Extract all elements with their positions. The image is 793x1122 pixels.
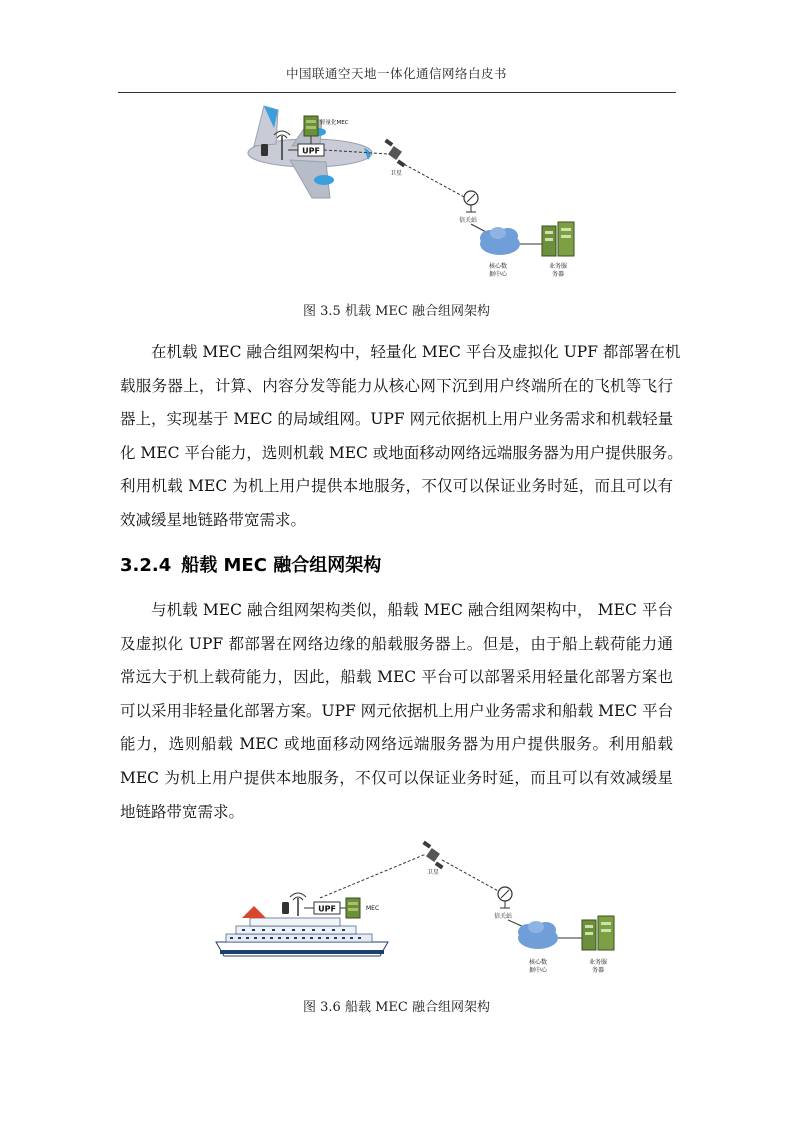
- text-line: 器上，实现基于 MEC 的局域组网。UPF 网元依据机上用户业务需求和机载轻量: [120, 410, 674, 429]
- upf-label: UPF: [318, 904, 336, 914]
- section-heading: [120, 551, 381, 577]
- phone-icon: [261, 144, 268, 156]
- business-server-icon: [582, 916, 614, 950]
- mec-label: 轻量化MEC: [320, 120, 349, 126]
- text-line: 能力，选则船载 MEC 或地面移动网络远端服务器为用户提供服务。利用船载: [120, 735, 673, 754]
- figure-3-6-caption: 图 3.6 船载 MEC 融合组网架构: [303, 1000, 490, 1015]
- mec-label: MEC: [366, 905, 380, 912]
- mec-server-icon: [304, 116, 318, 136]
- gateway-label: 信关站: [493, 913, 513, 920]
- text-line: 利用机载 MEC 为机上用户提供本地服务，不仅可以保证业务时延，而且可以有: [120, 477, 673, 496]
- section-title: 船载 MEC 融合组网架构: [181, 555, 382, 576]
- satellite-icon: [422, 841, 443, 870]
- server-label-line1: 业务服: [548, 263, 568, 270]
- core-label-line2: 据中心: [488, 271, 508, 278]
- upf-label: UPF: [302, 146, 320, 156]
- gateway-dish-icon: [498, 887, 512, 908]
- business-server-icon: [542, 222, 574, 256]
- core-label-line1: 核心数: [528, 959, 548, 966]
- paragraph-shipborne-mec: [120, 594, 673, 829]
- figure-3-5-caption: 图 3.5 机载 MEC 融合组网架构: [303, 304, 490, 319]
- text-line: 常远大于机上载荷能力，因此，船载 MEC 平台可以部署采用轻量化部署方案也: [120, 668, 673, 687]
- core-cloud-icon: [518, 921, 558, 949]
- satellite-label: 卫星: [426, 869, 440, 876]
- phone-icon: [282, 902, 289, 914]
- text-line: 在机载 MEC 融合组网架构中，轻量化 MEC 平台及虚拟化 UPF 都部署在机: [151, 343, 681, 361]
- core-cloud-icon: [480, 227, 520, 255]
- core-label-line1: 核心数: [488, 263, 508, 270]
- text-line: 载服务器上，计算、内容分发等能力从核心网下沉到用户终端所在的飞机等飞行: [120, 376, 673, 395]
- gateway-dish-icon: [464, 191, 478, 212]
- mec-server-icon: [346, 898, 360, 918]
- satellite-icon: [384, 139, 405, 168]
- figure-3-5-diagram: [240, 98, 600, 288]
- text-line: 地链路带宽需求。: [120, 802, 245, 821]
- server-label-line1: 业务服: [588, 959, 608, 966]
- ship-icon: [216, 906, 388, 956]
- antenna-icon: [290, 893, 306, 916]
- header-rule: [118, 92, 676, 93]
- running-header: 中国联通空天地一体化通信网络白皮书: [285, 66, 507, 81]
- text-line: 及虚拟化 UPF 都部署在网络边缘的船载服务器上。但是，由于船上载荷能力通: [120, 634, 673, 653]
- text-line: 化 MEC 平台能力，选则机载 MEC 或地面移动网络远端服务器为用户提供服务。: [120, 443, 683, 462]
- gateway-label: 信关站: [458, 217, 478, 224]
- satellite-label: 卫星: [389, 170, 403, 177]
- text-line: 可以采用非轻量化部署方案。UPF 网元依据机上用户业务需求和船载 MEC 平台: [120, 701, 674, 720]
- text-line: 与机载 MEC 融合组网架构类似，船载 MEC 融合组网架构中， MEC 平台: [151, 601, 673, 619]
- text-line: 效减缓星地链路带宽需求。: [120, 510, 307, 529]
- figure-3-6-diagram: [210, 838, 640, 988]
- server-label-line2: 务器: [551, 271, 565, 278]
- text-line: MEC 为机上用户提供本地服务，不仅可以保证业务时延，而且可以有效减缓星: [120, 768, 673, 787]
- core-label-line2: 据中心: [528, 967, 548, 974]
- paragraph-airborne-mec: [120, 336, 683, 538]
- section-number: 3.2.4: [120, 555, 172, 576]
- server-label-line2: 务器: [591, 967, 605, 974]
